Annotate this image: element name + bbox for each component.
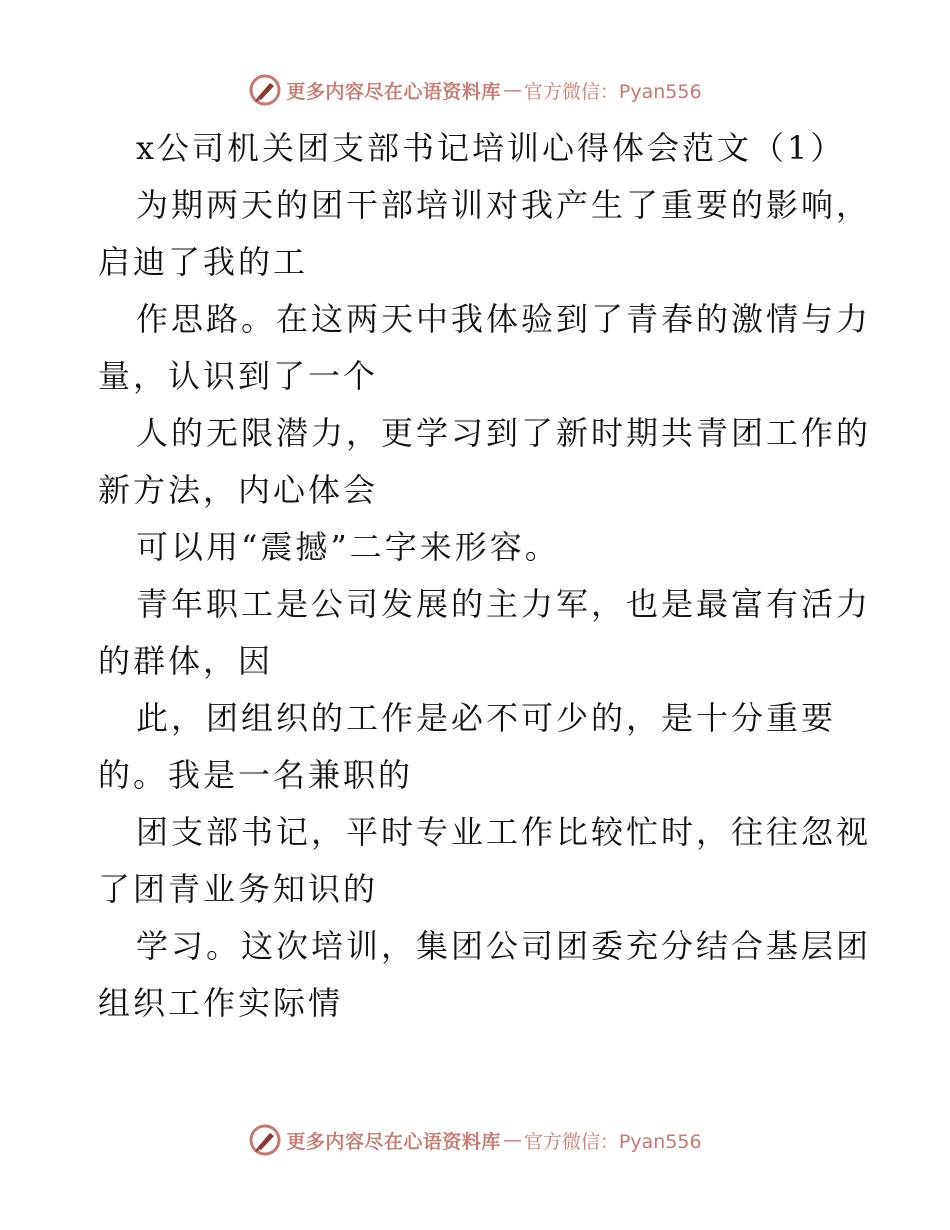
text-line: 启迪了我的工	[98, 243, 309, 281]
footer-dash: —	[502, 1129, 522, 1151]
header-banner	[0, 68, 950, 112]
footer-wechat-text: 官方微信：Pyan556	[523, 1130, 702, 1153]
text-line: 青年职工是公司发展的主力军，也是最富有活力	[136, 585, 872, 623]
text-line: 为期两天的团干部培训对我产生了重要的影响，	[136, 186, 872, 224]
paragraph-lines	[98, 177, 872, 1032]
text-line: 的。我是一名兼职的	[98, 756, 414, 794]
document-body	[98, 120, 872, 1032]
text-line: 团支部书记，平时专业工作比较忙时，往往忽视	[136, 813, 872, 851]
text-line: 人的无限潜力，更学习到了新时期共青团工作的	[136, 414, 872, 452]
header-dash: —	[502, 79, 522, 101]
text-line: 新方法，内心体会	[98, 471, 379, 509]
header-wechat-text: 官方微信：Pyan556	[523, 80, 702, 103]
pen-logo-icon	[248, 1123, 282, 1157]
header-site-text: 更多内容尽在心语资料库	[286, 80, 501, 103]
footer-site-text: 更多内容尽在心语资料库	[286, 1130, 501, 1153]
text-line: 的群体，因	[98, 642, 274, 680]
document-title: x公司机关团支部书记培训心得体会范文（1）	[136, 129, 846, 167]
text-line: 可以用“震撼”二字来形容。	[136, 528, 560, 566]
footer-banner	[0, 1118, 950, 1162]
text-line: 了团青业务知识的	[98, 870, 379, 908]
text-line: 此，团组织的工作是必不可少的，是十分重要	[136, 699, 837, 737]
text-line: 组织工作实际情	[98, 984, 344, 1022]
pen-logo-icon	[248, 73, 282, 107]
text-line: 量，认识到了一个	[98, 357, 379, 395]
text-line: 作思路。在这两天中我体验到了青春的激情与力	[136, 300, 872, 338]
text-line: 学习。这次培训，集团公司团委充分结合基层团	[136, 927, 872, 965]
